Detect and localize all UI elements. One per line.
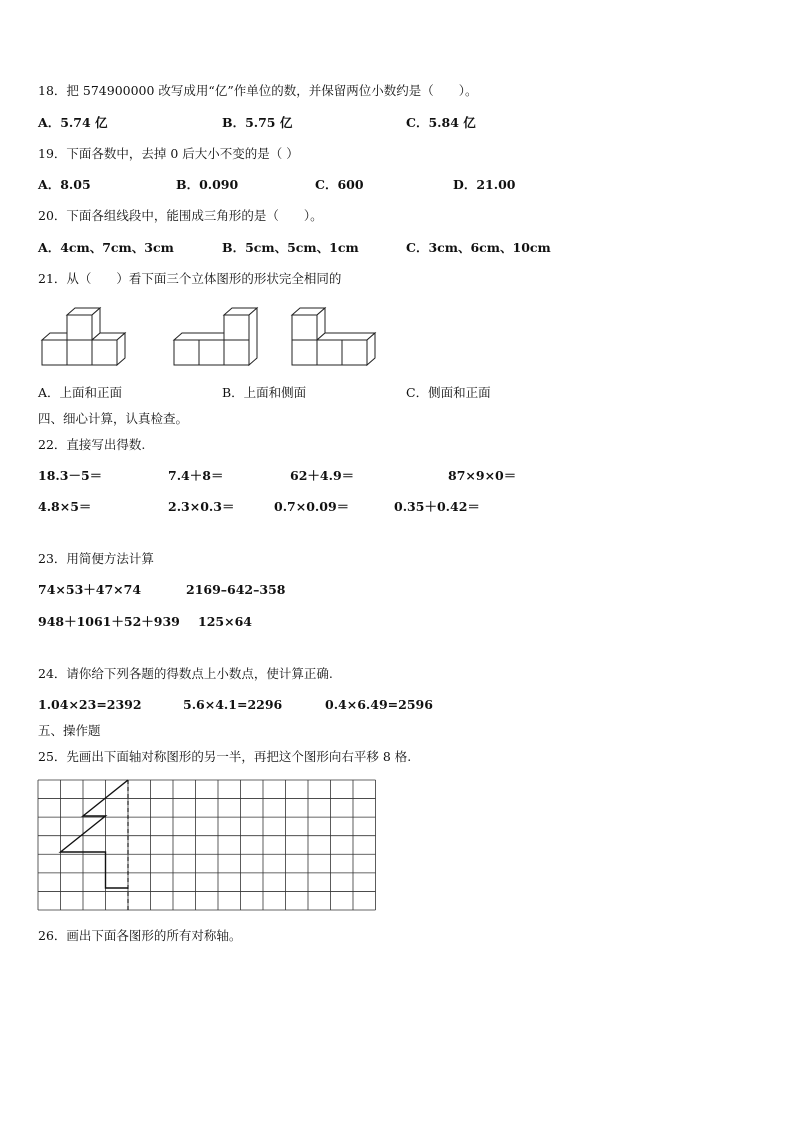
- q21-option-b[interactable]: B．上面和侧面: [222, 385, 307, 400]
- solid-figure-3: [288, 305, 380, 369]
- q21-stem: 21．从（ ）看下面三个立体图形的形状完全相同的: [38, 271, 342, 286]
- q20-option-b[interactable]: B．5cm、5cm、1cm: [222, 240, 359, 255]
- q22-item: 4.8×5＝: [38, 499, 92, 514]
- q20-option-a[interactable]: A．4cm、7cm、3cm: [38, 240, 174, 255]
- q22-item: 62＋4.9＝: [290, 468, 355, 483]
- solid-figure-2: [170, 305, 262, 369]
- q21-option-a[interactable]: A．上面和正面: [38, 385, 123, 400]
- q22-item: 2.3×0.3＝: [168, 499, 235, 514]
- half-figure: [61, 780, 129, 888]
- q23-item: 2169–642–358: [186, 582, 286, 597]
- q22-stem: 22．直接写出得数.: [38, 437, 146, 452]
- q23-item: 125×64: [198, 614, 252, 629]
- q23-item: 948＋1061＋52＋939: [38, 614, 180, 629]
- q19-option-d[interactable]: D．21.00: [453, 177, 516, 192]
- q20-stem: 20．下面各组线段中，能围成三角形的是（ ）。: [38, 208, 323, 223]
- q19-option-a[interactable]: A．8.05: [38, 177, 91, 192]
- q19-option-c[interactable]: C．600: [315, 177, 364, 192]
- q24-item: 1.04×23=2392: [38, 697, 142, 712]
- q22-item: 18.3－5＝: [38, 468, 103, 483]
- section-5-title: 五、操作题: [38, 723, 101, 738]
- q18-option-c[interactable]: C．5.84 亿: [406, 115, 476, 130]
- q18-option-a[interactable]: A．5.74 亿: [38, 115, 108, 130]
- q19-stem: 19．下面各数中，去掉 0 后大小不变的是（ ）: [38, 146, 299, 161]
- q21-option-c[interactable]: C．侧面和正面: [406, 385, 491, 400]
- q18-stem: 18．把 574900000 改写成用“亿”作单位的数，并保留两位小数约是（ ）。: [38, 83, 478, 98]
- q24-stem: 24．请你给下列各题的得数点上小数点，使计算正确.: [38, 666, 333, 681]
- symmetry-grid[interactable]: [38, 780, 376, 912]
- q20-option-c[interactable]: C．3cm、6cm、10cm: [406, 240, 551, 255]
- q24-item: 0.4×6.49=2596: [325, 697, 433, 712]
- q22-item: 87×9×0＝: [448, 468, 517, 483]
- q22-item: 0.35＋0.42＝: [394, 499, 480, 514]
- q25-stem: 25．先画出下面轴对称图形的另一半，再把这个图形向右平移 8 格.: [38, 749, 412, 764]
- q26-stem: 26．画出下面各图形的所有对称轴。: [38, 928, 242, 943]
- section-4-title: 四、细心计算，认真检查。: [38, 411, 189, 426]
- q24-item: 5.6×4.1=2296: [183, 697, 283, 712]
- solid-figure-1: [38, 305, 130, 369]
- q18-option-b[interactable]: B．5.75 亿: [222, 115, 293, 130]
- q23-stem: 23．用简便方法计算: [38, 551, 154, 566]
- q19-option-b[interactable]: B．0.090: [176, 177, 239, 192]
- q23-item: 74×53＋47×74: [38, 582, 142, 597]
- q22-item: 0.7×0.09＝: [274, 499, 350, 514]
- q22-item: 7.4＋8＝: [168, 468, 224, 483]
